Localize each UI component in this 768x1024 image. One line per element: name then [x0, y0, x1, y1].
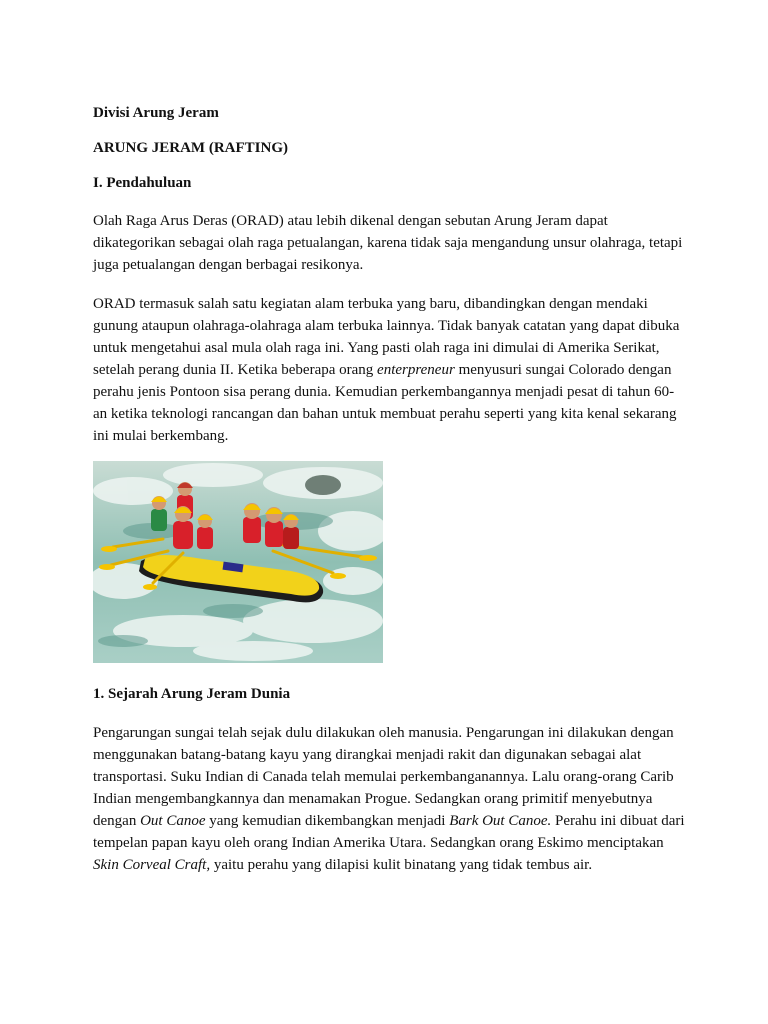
world-history-text-b: yang kemudian dikembangkan menjadi: [205, 813, 450, 829]
enterpreneur-term: enterpreneur: [377, 362, 455, 378]
history-paragraph: [93, 293, 685, 447]
main-title: ARUNG JERAM (RAFTING): [93, 140, 288, 156]
world-history-text-d: yaitu perahu yang dilapisi kulit binatang yang tidak tembus air.: [210, 857, 593, 873]
world-history-text-c: Perahu ini dibuat dari tempelan papan kayu oleh orang Indian Amerika Utara. Sedangkan orang Eskimo menciptakan: [93, 813, 685, 851]
rafting-photo: [93, 461, 383, 663]
history-text-a: ORAD termasuk salah satu kegiatan alam terbuka yang baru, dibandingkan dengan mendaki gunung ataupun olahraga-olahraga alam terbuka lainnya. Tidak banyak catatan yang dapat dibuka untuk mengetahui asal mula olah raga ini. Yang pasti olah raga ini dimulai di Amerika Serikat, setelah perang dunia II. Ketika beberapa orang: [93, 296, 680, 378]
out-canoe-term: Out Canoe: [140, 813, 206, 829]
division-title: Divisi Arung Jeram: [93, 105, 219, 121]
subsection-heading-sejarah: 1. Sejarah Arung Jeram Dunia: [93, 686, 291, 702]
history-text-b: menyusuri sungai Colorado dengan perahu jenis Pontoon sisa perang dunia. Kemudian perkembangannya menjadi pesat di tahun 60-an ketika teknologi rancangan dan bahan untuk membuat perahu seperti yang kita kenal sekarang ini mulai berkembang.: [93, 362, 677, 444]
skin-corveal-craft-term: Skin Corveal Craft,: [93, 857, 211, 873]
world-history-text-a: Pengarungan sungai telah sejak dulu dilakukan oleh manusia. Pengarungan ini dilakukan dengan menggunakan batang-batang kayu yang dirangkai menjadi rakit dan digunakan sebagai alat transportasi. Suku Indian di Canada telah memulai perkembanganannya. Lalu orang-orang Carib Indian mengembangkannya dan menamakan Progue. Sedangkan orang primitif menyebutnya dengan: [93, 725, 674, 829]
world-history-paragraph: [93, 722, 685, 876]
bark-out-canoe-term: Bark Out Canoe.: [449, 813, 552, 829]
intro-paragraph: Olah Raga Arus Deras (ORAD) atau lebih dikenal dengan sebutan Arung Jeram dapat dikategorikan sebagai olah raga petualangan, karena tidak saja mengandung unsur olahraga, tetapi juga petualangan dengan berbagai resikonya.: [93, 213, 683, 273]
section-heading-pendahuluan: I. Pendahuluan: [93, 175, 192, 191]
